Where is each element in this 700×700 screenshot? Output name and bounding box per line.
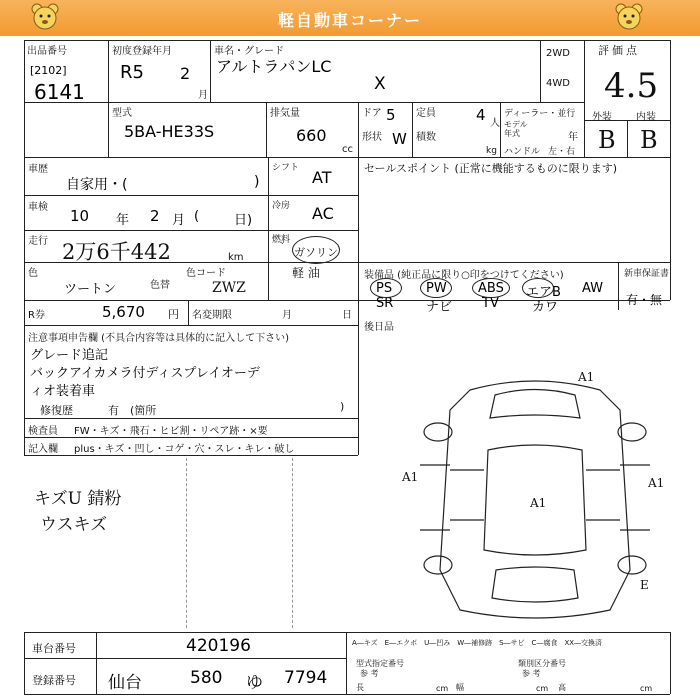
grid-line bbox=[24, 40, 670, 41]
height-unit: cm bbox=[640, 684, 653, 693]
plate-label: 登録番号 bbox=[32, 674, 76, 687]
inspection-year: 10 bbox=[70, 207, 90, 225]
recycle-label: R券 bbox=[28, 310, 45, 321]
plate-class: 580 bbox=[190, 668, 223, 688]
name-change-label: 名変期限 bbox=[192, 310, 232, 321]
recycle-value: 5,670 bbox=[102, 303, 145, 321]
color-shade-label: 色替 bbox=[150, 280, 170, 291]
grid-line bbox=[24, 300, 670, 301]
grid-line bbox=[188, 300, 189, 325]
notes-line2: バックアイカメラ付ディスプレイオーデ bbox=[30, 366, 260, 381]
inspection-day-open: ( bbox=[194, 209, 200, 224]
page-title: 軽自動車コーナー bbox=[277, 11, 422, 30]
capacity-value: 4 bbox=[476, 106, 486, 124]
capacity-unit: 人 bbox=[490, 118, 500, 129]
grid-line bbox=[540, 40, 541, 102]
grid-line bbox=[24, 632, 25, 694]
grid-line bbox=[618, 262, 619, 310]
length-label: 長 bbox=[356, 683, 364, 692]
lot-label: 出品番号 bbox=[27, 46, 67, 57]
grid-line bbox=[268, 157, 269, 300]
capacity-label: 定員 bbox=[416, 108, 436, 119]
inspector-legend-2: plus・キズ・凹し・コゲ・穴・スレ・キレ・破し bbox=[74, 444, 295, 455]
grid-line bbox=[96, 632, 97, 694]
notes-label: 注意事項申告欄 (不具合内容等は具体的に記入して下さい) bbox=[28, 333, 289, 344]
repair-parts-label: (箇所 bbox=[130, 404, 157, 417]
equipment-selected-circle bbox=[522, 278, 554, 298]
doors-value: 5 bbox=[386, 106, 396, 124]
chassis-number: 420196 bbox=[186, 636, 251, 656]
model-label: 型式 bbox=[112, 108, 132, 119]
doors-label: ドア bbox=[362, 108, 382, 119]
fuel-gasoline: ガソリン bbox=[294, 246, 338, 259]
name-change-month-unit: 月 bbox=[282, 310, 292, 321]
equipment-sr: SR bbox=[376, 296, 394, 311]
repair-history-label: 修復歴 bbox=[40, 404, 73, 417]
damage-mark-rear-right: E bbox=[640, 578, 649, 592]
handle-label: ハンドル bbox=[504, 147, 541, 157]
grid-line bbox=[346, 632, 347, 694]
damage-legend: A―キズ E―エクボ U―凹み W―補修跡 S―サビ C―腐食 XX―交換済 bbox=[352, 639, 603, 647]
fuel-options-top: ` bbox=[280, 242, 285, 253]
equipment-selected-circle bbox=[472, 278, 510, 298]
inspection-month: 2 bbox=[150, 207, 160, 225]
equipment-ps: PS bbox=[376, 281, 393, 296]
shift-value: AT bbox=[312, 168, 332, 187]
grid-line bbox=[24, 418, 358, 419]
inspection-month-unit: 月 bbox=[172, 213, 186, 228]
damage-mark-front: A1 bbox=[578, 370, 595, 384]
grid-line bbox=[24, 40, 25, 455]
drive-4wd: 4WD bbox=[546, 78, 570, 89]
inspection-day-unit: 日) bbox=[234, 213, 253, 228]
grid-line bbox=[500, 102, 501, 157]
displacement-label: 排気量 bbox=[270, 108, 300, 119]
fuel-selected-circle bbox=[292, 236, 340, 264]
registration-era-year: R5 bbox=[120, 62, 144, 83]
equipment-airbag: エアB bbox=[526, 285, 561, 300]
car-name-label: 車名・グレード bbox=[214, 46, 284, 57]
grid-line bbox=[24, 230, 358, 231]
fuel-label: 燃料 bbox=[272, 235, 291, 245]
height-label: 高 bbox=[558, 683, 566, 692]
mileage-value: 2万6千442 bbox=[62, 240, 171, 264]
warranty-value: 有・無 bbox=[626, 293, 663, 307]
handle-options: 左・右 bbox=[548, 147, 576, 157]
repair-history-value: 有 bbox=[108, 404, 119, 417]
fuel-diesel: 軽 油 bbox=[292, 266, 320, 280]
handwritten-note-2: ウスキズ bbox=[40, 515, 108, 535]
width-label: 幅 bbox=[456, 683, 464, 692]
recycle-unit: 円 bbox=[168, 308, 179, 321]
inspection-year-unit: 年 bbox=[116, 213, 130, 228]
reference-label: 参 考 bbox=[522, 669, 541, 678]
body-shape-value: W bbox=[392, 130, 407, 148]
inspector-label: 検査員 bbox=[28, 426, 58, 437]
equipment-selected-circle bbox=[420, 278, 452, 298]
type-designation-label: 型式指定番号 bbox=[356, 659, 404, 668]
history-close: ) bbox=[254, 174, 260, 190]
equipment-abs: ABS bbox=[478, 281, 504, 296]
evaluation-label: 評価点 bbox=[598, 44, 640, 57]
equipment-tv: TV bbox=[482, 296, 499, 311]
handwritten-note-1: キズU 錆粉 bbox=[34, 489, 122, 509]
guide-line bbox=[186, 458, 188, 628]
history-label: 車歴 bbox=[28, 164, 48, 175]
plate-kana: ゆ bbox=[246, 673, 263, 693]
grid-line bbox=[670, 632, 671, 694]
car-name: アルトラパンLC bbox=[216, 57, 332, 76]
grid-line bbox=[412, 102, 413, 157]
sales-point-label: セールスポイント (正常に機能するものに限ります) bbox=[364, 162, 618, 175]
guide-line bbox=[292, 458, 294, 628]
mileage-label: 走行 bbox=[28, 236, 48, 247]
grid-line bbox=[108, 40, 109, 157]
shift-label: シフト bbox=[272, 163, 300, 173]
inspector-legend-1: FW・キズ・飛石・ヒビ割・リペア跡・×要 bbox=[74, 426, 268, 437]
grid-line bbox=[358, 262, 670, 263]
model-year-unit: 年 bbox=[568, 132, 578, 143]
venue-code: [2102] bbox=[30, 64, 67, 77]
exterior-label: 外装 bbox=[592, 112, 612, 123]
grid-line bbox=[24, 455, 358, 456]
aircon-label: 冷房 bbox=[272, 201, 291, 211]
damage-mark-right: A1 bbox=[648, 476, 665, 490]
color-value: ツートン bbox=[64, 282, 117, 297]
category-label: 類別区分番号 bbox=[518, 659, 566, 668]
body-shape-label: 形状 bbox=[362, 132, 382, 143]
color-label: 色 bbox=[28, 268, 38, 279]
equipment-navi: ナビ bbox=[426, 300, 453, 315]
load-label: 積数 bbox=[416, 132, 436, 143]
registration-month: 2 bbox=[180, 64, 191, 83]
equipment-selected-circle bbox=[370, 278, 402, 298]
drive-2wd: 2WD bbox=[546, 48, 570, 59]
grid-line bbox=[358, 102, 359, 455]
history-value: 自家用・( bbox=[66, 177, 128, 193]
name-change-day-unit: 日 bbox=[342, 310, 352, 321]
grid-line bbox=[24, 437, 358, 438]
grid-line bbox=[24, 632, 670, 633]
notes-line3: ィオ装着車 bbox=[30, 384, 96, 399]
exterior-grade: B bbox=[598, 126, 616, 154]
inspection-label: 車検 bbox=[28, 202, 48, 213]
equipment-pw: PW bbox=[426, 281, 447, 296]
model-year-label: モデル年式 bbox=[504, 120, 528, 138]
grid-line bbox=[24, 325, 358, 326]
grid-line bbox=[627, 120, 628, 157]
grid-line bbox=[584, 40, 585, 157]
grid-line bbox=[210, 40, 211, 102]
notes-line1: グレード追記 bbox=[30, 348, 109, 363]
color-code: ZWZ bbox=[212, 280, 246, 296]
car-grade: X bbox=[374, 74, 386, 94]
evaluation-score: 4.5 bbox=[604, 66, 659, 106]
grid-line bbox=[24, 694, 670, 695]
damage-mark-left: A1 bbox=[402, 470, 419, 484]
registration-label: 初度登録年月 bbox=[112, 46, 172, 57]
load-unit: kg bbox=[486, 146, 497, 156]
plate-number: 7794 bbox=[284, 668, 328, 688]
reference-label: 参 考 bbox=[360, 669, 379, 678]
repair-parts-close: ) bbox=[340, 400, 345, 413]
damage-mark-roof: A1 bbox=[530, 496, 547, 510]
interior-grade: B bbox=[640, 126, 658, 154]
grid-line bbox=[670, 40, 671, 300]
equipment-leather: カワ bbox=[532, 300, 559, 315]
entry-label: 記入欄 bbox=[28, 444, 58, 455]
plate-region: 仙台 bbox=[108, 673, 142, 693]
mileage-unit: km bbox=[228, 252, 244, 263]
lot-number: 6141 bbox=[34, 80, 85, 104]
width-unit: cm bbox=[536, 684, 549, 693]
chassis-label: 車台番号 bbox=[32, 642, 76, 655]
color-code-label: 色コード bbox=[186, 268, 226, 279]
equipment-label: 装備品 (純正品に限り○印をつけてください) bbox=[364, 270, 564, 281]
grid-line bbox=[24, 157, 670, 158]
interior-label: 内装 bbox=[636, 112, 656, 123]
registration-month-unit: 月 bbox=[198, 90, 208, 101]
grid-line bbox=[266, 102, 267, 157]
after-fitting-label: 後日品 bbox=[364, 322, 394, 333]
displacement-unit: cc bbox=[342, 144, 353, 155]
displacement-value: 660 bbox=[296, 126, 327, 145]
aircon-value: AC bbox=[312, 204, 334, 223]
equipment-aw: AW bbox=[582, 281, 604, 296]
dealer-label: ディーラー・並行 bbox=[504, 109, 576, 119]
grid-line bbox=[24, 195, 358, 196]
length-unit: cm bbox=[436, 684, 449, 693]
grid-line bbox=[24, 658, 346, 659]
model-value: 5BA-HE33S bbox=[124, 122, 215, 141]
warranty-label: 新車保証書 bbox=[624, 269, 670, 279]
